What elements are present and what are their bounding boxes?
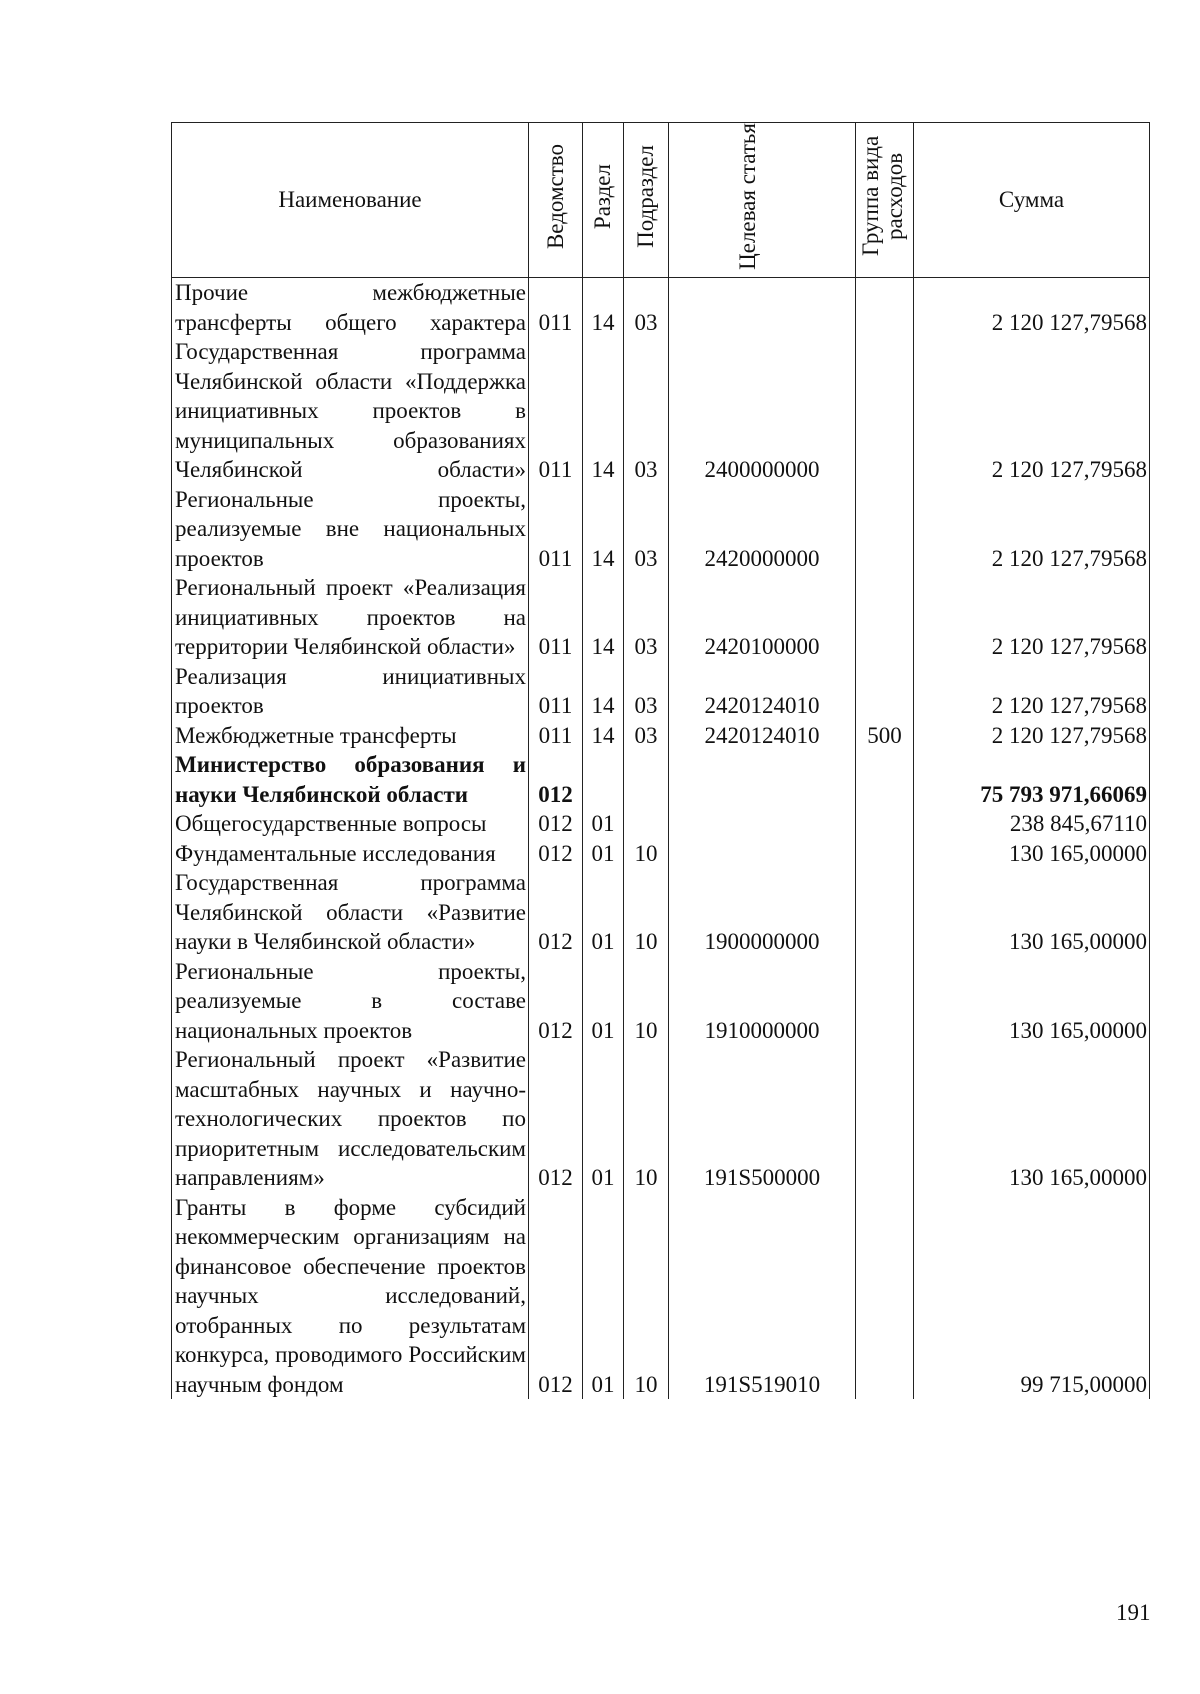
row-summa: 99 715,00000: [914, 1193, 1150, 1400]
row-razdel: 01: [583, 1193, 624, 1400]
row-razdel: 14: [583, 278, 624, 338]
row-gruppa: [856, 573, 914, 662]
row-vedomstvo: 012: [529, 1193, 583, 1400]
row-vedomstvo: 012: [529, 957, 583, 1046]
table-row: [172, 662, 1150, 721]
row-gruppa: [856, 1045, 914, 1193]
row-podrazdel: 10: [624, 839, 669, 869]
row-celevaya-statya: 2400000000: [669, 337, 856, 485]
row-vedomstvo: 012: [529, 839, 583, 869]
row-razdel: 14: [583, 721, 624, 751]
row-razdel: 14: [583, 337, 624, 485]
row-gruppa: [856, 1193, 914, 1400]
row-name: Региональные проекты, реализуемые вне национальных проектов: [172, 485, 529, 574]
row-summa: 2 120 127,79568: [914, 721, 1150, 751]
table-row: [172, 573, 1150, 662]
row-celevaya-statya: 2420124010: [669, 721, 856, 751]
row-vedomstvo: 012: [529, 868, 583, 957]
row-podrazdel: 10: [624, 1193, 669, 1400]
row-celevaya-statya: 191S500000: [669, 1045, 856, 1193]
row-summa: 130 165,00000: [914, 839, 1150, 869]
table-row: [172, 868, 1150, 957]
row-name: Региональные проекты, реализуемые в составе национальных проектов: [172, 957, 529, 1046]
row-gruppa: 500: [856, 721, 914, 751]
header-razdel: Раздел: [583, 123, 624, 278]
table-row: [172, 1193, 1150, 1400]
row-razdel: [583, 750, 624, 809]
row-name: Реализация инициативных проектов: [172, 662, 529, 721]
header-podrazdel: Подраздел: [624, 123, 669, 278]
row-name: Региональный проект «Развитие масштабных научных и научно-технологических проектов по приоритетным исследовательским направлениям»: [172, 1045, 529, 1193]
row-celevaya-statya: 2420000000: [669, 485, 856, 574]
row-summa: 2 120 127,79568: [914, 278, 1150, 338]
row-name: Министерство образования и науки Челябинской области: [172, 750, 529, 809]
row-razdel: 01: [583, 839, 624, 869]
table-row: [172, 721, 1150, 751]
row-celevaya-statya: [669, 809, 856, 839]
page-number: 191: [1116, 1600, 1151, 1625]
row-vedomstvo: 011: [529, 337, 583, 485]
row-celevaya-statya: [669, 839, 856, 869]
header-gruppa-vida-rashodov: Группа вида расходов: [856, 123, 914, 278]
row-name: Прочие межбюджетные трансферты общего характера: [172, 278, 529, 338]
row-celevaya-statya: 2420100000: [669, 573, 856, 662]
row-summa: 238 845,67110: [914, 809, 1150, 839]
row-vedomstvo: 012: [529, 809, 583, 839]
row-razdel: 01: [583, 809, 624, 839]
table-row: [172, 1045, 1150, 1193]
row-vedomstvo: 012: [529, 1045, 583, 1193]
row-razdel: 01: [583, 1045, 624, 1193]
row-summa: 130 165,00000: [914, 957, 1150, 1046]
row-summa: 2 120 127,79568: [914, 485, 1150, 574]
header-vedomstvo: Ведомство: [529, 123, 583, 278]
table-row: [172, 809, 1150, 839]
row-celevaya-statya: 1910000000: [669, 957, 856, 1046]
row-celevaya-statya: 191S519010: [669, 1193, 856, 1400]
row-name: Государственная программа Челябинской области «Развитие науки в Челябинской области»: [172, 868, 529, 957]
row-vedomstvo: 012: [529, 750, 583, 809]
row-gruppa: [856, 809, 914, 839]
row-name: Государственная программа Челябинской области «Поддержка инициативных проектов в муниципальных образованиях Челябинской области»: [172, 337, 529, 485]
table-row: [172, 337, 1150, 485]
row-vedomstvo: 011: [529, 573, 583, 662]
row-gruppa: [856, 337, 914, 485]
row-razdel: 14: [583, 573, 624, 662]
row-gruppa: [856, 750, 914, 809]
row-celevaya-statya: 1900000000: [669, 868, 856, 957]
row-razdel: 14: [583, 662, 624, 721]
table-row-ministry: [172, 750, 1150, 809]
row-summa: 2 120 127,79568: [914, 662, 1150, 721]
row-gruppa: [856, 839, 914, 869]
row-vedomstvo: 011: [529, 485, 583, 574]
row-gruppa: [856, 278, 914, 338]
row-podrazdel: 03: [624, 721, 669, 751]
row-vedomstvo: 011: [529, 662, 583, 721]
table-row: [172, 957, 1150, 1046]
row-podrazdel: 03: [624, 278, 669, 338]
row-podrazdel: 03: [624, 573, 669, 662]
table-row: [172, 839, 1150, 869]
table-row: [172, 485, 1150, 574]
row-gruppa: [856, 662, 914, 721]
row-podrazdel: 03: [624, 337, 669, 485]
row-gruppa: [856, 868, 914, 957]
row-podrazdel: [624, 809, 669, 839]
row-name: Общегосударственные вопросы: [172, 809, 529, 839]
row-gruppa: [856, 485, 914, 574]
row-celevaya-statya: [669, 278, 856, 338]
row-razdel: 14: [583, 485, 624, 574]
row-podrazdel: 03: [624, 662, 669, 721]
row-gruppa: [856, 957, 914, 1046]
row-razdel: 01: [583, 868, 624, 957]
row-summa: 2 120 127,79568: [914, 573, 1150, 662]
row-summa: 75 793 971,66069: [914, 750, 1150, 809]
row-celevaya-statya: [669, 750, 856, 809]
row-podrazdel: 10: [624, 957, 669, 1046]
row-summa: 130 165,00000: [914, 1045, 1150, 1193]
row-podrazdel: 03: [624, 485, 669, 574]
row-razdel: 01: [583, 957, 624, 1046]
row-name: Региональный проект «Реализация инициативных проектов на территории Челябинской области»: [172, 573, 529, 662]
row-vedomstvo: 011: [529, 721, 583, 751]
header-celevaya-statya: Целевая статья: [669, 123, 856, 278]
header-name: Наименование: [172, 123, 529, 278]
row-summa: 2 120 127,79568: [914, 337, 1150, 485]
row-podrazdel: 10: [624, 868, 669, 957]
row-name: Гранты в форме субсидий некоммерческим организациям на финансовое обеспечение проектов научных исследований, отобранных по результатам конкурса, проводимого Российским научным фондом: [172, 1193, 529, 1400]
row-podrazdel: 10: [624, 1045, 669, 1193]
row-podrazdel: [624, 750, 669, 809]
row-name: Фундаментальные исследования: [172, 839, 529, 869]
budget-table: [171, 122, 1150, 1399]
row-celevaya-statya: 2420124010: [669, 662, 856, 721]
row-summa: 130 165,00000: [914, 868, 1150, 957]
row-vedomstvo: 011: [529, 278, 583, 338]
table-header-row: [172, 123, 1150, 278]
table-row: [172, 278, 1150, 338]
row-name: Межбюджетные трансферты: [172, 721, 529, 751]
header-summa: Сумма: [914, 123, 1150, 278]
